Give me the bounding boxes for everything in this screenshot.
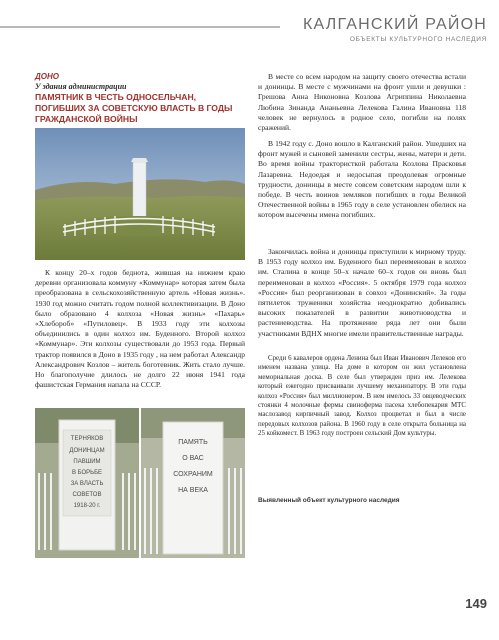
location-subheading: У здания администрации bbox=[35, 82, 127, 91]
body-paragraph-right-4: Среди 6 кавалеров ордена Ленина был Иван Иванович Лелеков его именем названа улица. На доме в котором он жил установлена мемориальная доска. В селе был утвержден приз им. Лелекова который ежегодно присваивали лучшему механизатору. В эти годы колхоз «Россия» был миллионером. В нем имелось 33 овцеводческих стоянки 4 молочные фермы свиноферма пасека хлебопекария МТС маслозавод кирпичный завод. Колхоз процветал и был в числе передовых колхозов района. В 1960 году в селе открыта больница на 25 койкомест. В 1963 году построен сельский Дом культуры. bbox=[258, 355, 466, 438]
heritage-caption: Выявленный объект культурного наследия bbox=[258, 497, 400, 504]
plaque-left-line-5: СОВЕТОВ bbox=[72, 492, 102, 498]
body-paragraph-right-3: Закончилась война и донинцы приступили к мирному труду. В 1953 году колхоз им. Буденного был переименован в колхоз им. Сталина в конце 50–х начале 60–х годов он вновь был переименован в колхоз «Россия». 5 октября 1979 года колхоз «Россия» был реорганизован в совхоз «Донинский». За годы пятилеток труженики хозяйства неоднократно добивались высоких показателей в развитии животноводства и растениеводства. На протяжение ряда лет они были участниками ВДНХ многие имели правительственные награды. bbox=[258, 247, 466, 338]
body-paragraph-right-1: В месте со всем народом на защиту своего отечества встали и донинцы. В месте с мужчинами на фронт ушли и девушки : Грешова Анна Никоновна Козлова Агриппина Николаевна Любина Зинанда Ананьевна Лелекова Галина Ивановна 118 человек не вернулось в родное село, погибли на полях сражений. bbox=[258, 72, 466, 133]
body-paragraph-right-2: В 1942 году с. Доно вошло в Калганский район. Ушедших на фронт мужей и сыновей заменили сестры, жены, матери и дети. Во время войны трактористкой работала Козлова Прасковья Лазаревна. Недоедая и недосыпая преодолевая огромные трудности, донинцы в месте совсем советским народом шли к победе. В честь воинов земляков погибших в годы Великой Отечественной войны в 1965 году в селе установлен обелиск на котором высечены имена погибших. bbox=[258, 139, 466, 220]
plaque-left-line-4: ЗА ВЛАСТЬ bbox=[70, 481, 104, 487]
location-heading: ДОНО bbox=[35, 72, 59, 81]
page-number: 149 bbox=[465, 596, 487, 611]
plaque-right-line-2: СОХРАНИМ bbox=[173, 471, 213, 478]
plaque-photo-right bbox=[141, 408, 245, 558]
plaque-left-line-2: ПАВШИМ bbox=[73, 459, 101, 465]
section-title: КАЛГАНСКИЙ РАЙОН bbox=[303, 16, 487, 33]
plaque-right-line-1: О ВАС bbox=[182, 455, 204, 462]
monument-photo bbox=[35, 128, 245, 260]
plaque-left-line-0: ТЕРНЯКОВ bbox=[70, 436, 104, 442]
section-subtitle: ОБЪЕКТЫ КУЛЬТУРНОГО НАСЛЕДИЯ bbox=[349, 36, 487, 43]
plaque-left-line-1: ДОНИНЦАМ bbox=[69, 448, 105, 454]
plaque-photo-left bbox=[35, 408, 139, 558]
plaque-right-line-0: ПАМЯТЬ bbox=[178, 439, 208, 446]
plaque-left-line-3: В БОРЬБЕ bbox=[71, 470, 103, 476]
plaque-left-line-6: 1918-20 г. bbox=[73, 503, 101, 509]
article-title: ПАМЯТНИК В ЧЕСТЬ ОДНОСЕЛЬЧАН, ПОГИБШИХ ЗА СОВЕТСКУЮ ВЛАСТЬ В ГОДЫ ГРАЖДАНСКОЙ ВОЙНЫ bbox=[35, 92, 233, 124]
plaque-right-line-3: НА ВЕКА bbox=[178, 487, 208, 494]
body-paragraph-left: К концу 20–х годов беднота, жившая на нижнем краю деревни организовала коммуну «Коммунар» которая затем была преобразована в сельскохозяйственную артель «Новая жизнь». 1930 год можно считать годом полной коллективизации. В Доно было образовано 4 колхоза «Новая жизнь» «Пахарь» «Хлебороб» «Путиловец». В 1933 году эти колхозы объединились в один колхоз им. Буденного. Второй колхоз «Коммунар». Эти колхозы существовали до 1953 года. Первый трактор появился в Доно в 1935 году , на нем работал Александр Александрович Козлов – житель боготевник. Жить стало лучше. Но благополучие длилось не долго 22 июня 1941 года фашистская Германия напала на СССР. bbox=[35, 268, 245, 390]
header-rule bbox=[0, 26, 280, 28]
